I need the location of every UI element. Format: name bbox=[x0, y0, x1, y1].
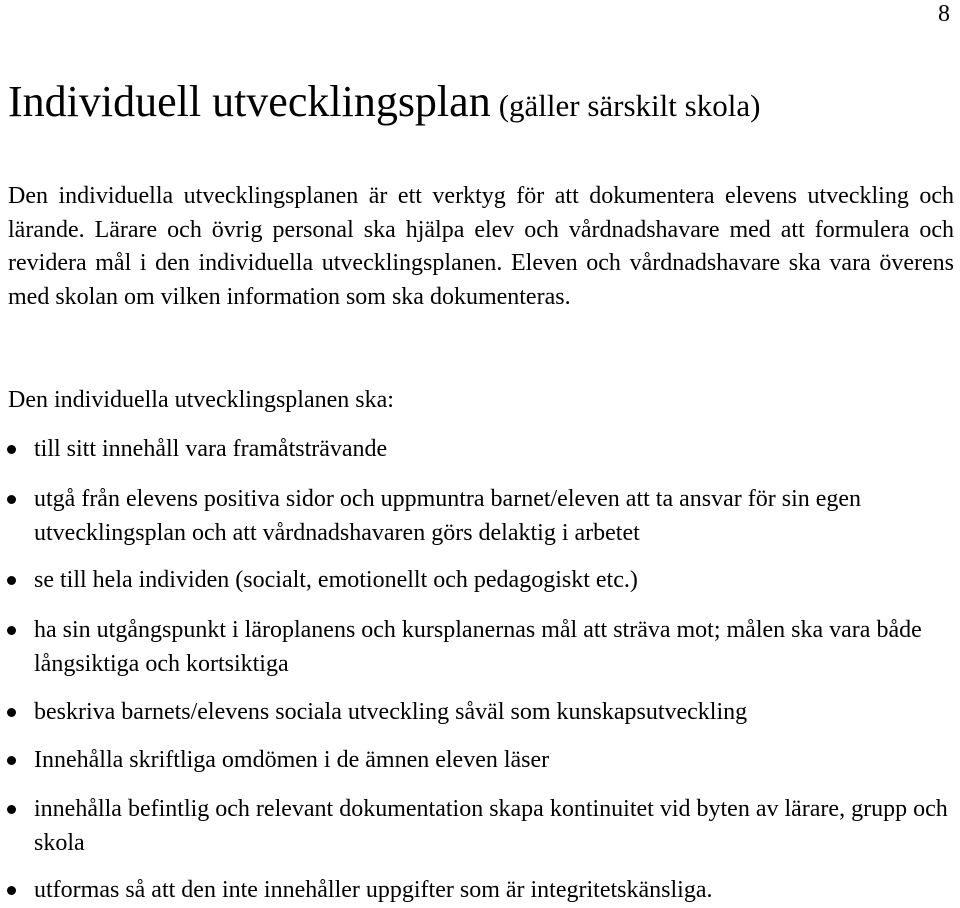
list-item-text: innehålla befintlig och relevant dokumentation skapa kontinuitet vid byten av lärare, grupp och skola bbox=[34, 796, 948, 856]
page-title-subtitle: (gäller särskilt skola) bbox=[498, 88, 761, 123]
page-title-main: Individuell utvecklingsplan bbox=[8, 77, 491, 126]
list-item-text: beskriva barnets/elevens sociala utveckling såväl som kunskapsutveckling bbox=[34, 699, 748, 725]
bullet-icon bbox=[7, 886, 16, 895]
bullet-icon bbox=[7, 576, 16, 585]
list-item-text: utformas så att den inte innehåller uppgifter som är integritetskänsliga. bbox=[34, 877, 713, 903]
list-item-text: utgå från elevens positiva sidor och uppmuntra barnet/eleven att ta ansvar för sin egen utvecklingsplan och att vårdnadshavaren görs delaktig i arbetet bbox=[34, 486, 862, 546]
intro-paragraph: Den individuella utvecklingsplanen är ett verktyg för att dokumentera elevens utveckling och lärande. Lärare och övrig personal ska hjälpa elev och vårdnadshavare med att formulera och revidera mål i den individuella utvecklingsplanen. Eleven och vårdnadshavare ska vara överens med skolan om vilken information som ska dokumenteras. bbox=[8, 183, 954, 310]
bullet-icon bbox=[7, 805, 16, 814]
list-item-text: Innehålla skriftliga omdömen i de ämnen eleven läser bbox=[34, 747, 550, 773]
list-heading: Den individuella utvecklingsplanen ska: bbox=[8, 387, 394, 413]
page-title bbox=[8, 76, 760, 127]
bullet-icon bbox=[7, 495, 16, 504]
list-item-text: ha sin utgångspunkt i läroplanens och kursplanernas mål att sträva mot; målen ska vara både långsiktiga och kortsiktiga bbox=[34, 617, 922, 677]
page-number: 8 bbox=[938, 1, 950, 27]
list-item-text: till sitt innehåll vara framåtsträvande bbox=[34, 436, 388, 462]
list-item-text: se till hela individen (socialt, emotionellt och pedagogiskt etc.) bbox=[34, 567, 638, 593]
bullet-icon bbox=[7, 445, 16, 454]
bullet-icon bbox=[7, 756, 16, 765]
bullet-icon bbox=[7, 626, 16, 635]
bullet-icon bbox=[7, 708, 16, 717]
